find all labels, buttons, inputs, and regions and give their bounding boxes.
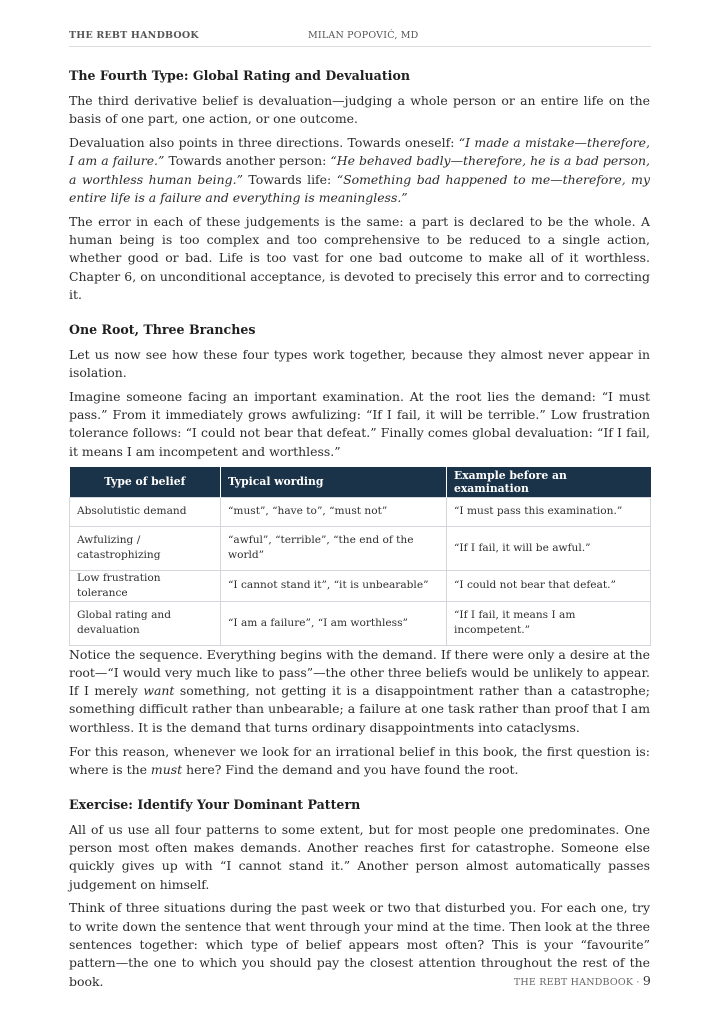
page-footer xyxy=(514,973,651,988)
paragraph: Imagine someone facing an important examination. At the root lies the demand: “I must pass.” From it immediately grows awfulizing: “If I fail, it will be terrible.” Low frustration tolerance follows: “I could not bear that defeat.” Finally comes global devaluation: “If I fail, it means I am incompetent and worthless.” xyxy=(69,388,650,459)
quote-other: “He behaved badly—therefore, he is a bad person, a worthless human being.” xyxy=(69,153,651,187)
text-run: For this reason, whenever we look for an irrational belief in this book, the first question is: where is the xyxy=(69,743,650,777)
table-row xyxy=(70,526,651,570)
table-cell: “I cannot stand it”, “it is unbearable” xyxy=(221,570,447,601)
paragraph xyxy=(69,134,650,207)
paragraph: Let us now see how these four types work together, because they almost never appear in isolation. xyxy=(69,346,650,381)
text-run: Towards life: xyxy=(242,171,337,187)
table-cell: “awful”, “terrible”, “the end of the world” xyxy=(221,526,447,570)
section-heading-one-root: One Root, Three Branches xyxy=(69,321,256,337)
emphasis-want: want xyxy=(143,683,175,699)
table-header-cell: Typical wording xyxy=(221,467,447,498)
quote-life: “Something bad happened to me—therefore, my entire life is a failure and everything is meaningless.” xyxy=(69,171,650,205)
header-book-title: THE REBT HANDBOOK xyxy=(69,30,199,41)
table-cell: Global rating and devaluation xyxy=(70,601,221,645)
header-author: MILAN POPOVIĆ, MD xyxy=(308,30,419,41)
paragraph: The error in each of these judgements is the same: a part is declared to be the whole. A human being is too complex and too comprehensive to be reduced to a single action, whether good or bad. Life is too vast for one bad outcome to make all of it worthless. Chapter 6, on unconditional acceptance, is devoted to precisely this error and to correcting it. xyxy=(69,213,650,302)
text-run: Towards another person: xyxy=(164,153,331,169)
table-cell: Low frustration tolerance xyxy=(70,570,221,601)
table-row xyxy=(70,570,651,601)
footer-label: THE REBT HANDBOOK · xyxy=(513,977,643,988)
page-body xyxy=(69,66,650,996)
table-cell: “I am a failure”, “I am worthless” xyxy=(221,601,447,645)
table-cell: “I must pass this examination.” xyxy=(447,497,651,526)
table-cell: Awfulizing / catastrophizing xyxy=(70,526,221,570)
text-run: something, not getting it is a disappointment rather than a catastrophe; something difficult rather than unbearable; a failure at one task rather than proof that I am worthless. It is the demand that turns ordinary disappointments into cataclysms. xyxy=(69,683,650,735)
table-cell: “must”, “have to”, “must not” xyxy=(221,497,447,526)
table-row xyxy=(70,497,651,526)
page-number: 9 xyxy=(642,973,651,988)
section-heading-global-rating: The Fourth Type: Global Rating and Devaluation xyxy=(69,68,410,83)
table-cell: “If I fail, it means I am incompetent.” xyxy=(447,601,651,645)
table-cell: “I could not bear that defeat.” xyxy=(447,570,651,601)
running-header xyxy=(69,30,651,47)
paragraph: All of us use all four patterns to some extent, but for most people one predominates. One person most often makes demands. Another reaches first for catastrophe. Someone else quickly gives up with “I cannot stand it.” Another person almost automatically passes judgement on himself. xyxy=(69,821,650,892)
table-cell: “If I fail, it will be awful.” xyxy=(447,526,651,570)
quote-self: “I made a mistake—therefore, I am a failure.” xyxy=(69,135,650,169)
paragraph xyxy=(69,646,650,737)
paragraph: The third derivative belief is devaluation—judging a whole person or an entire life on the basis of one part, one action, or one outcome. xyxy=(69,93,650,127)
text-run: here? Find the demand and you have found the root. xyxy=(182,761,519,777)
paragraph: Think of three situations during the past week or two that disturbed you. For each one, try to write down the sentence that went through your mind at the time. Then look at the three sentences together: which type of belief appears most often? This is your “favourite” pattern—the one to which you should pay the closest attention throughout the rest of the book. xyxy=(69,900,650,989)
belief-types-table xyxy=(69,467,651,646)
text-run: Devaluation also points in three directions. Towards oneself: xyxy=(69,135,459,151)
table-header-cell: Type of belief xyxy=(70,467,221,498)
table-row xyxy=(70,601,651,645)
section-heading-exercise: Exercise: Identify Your Dominant Pattern xyxy=(69,796,361,812)
paragraph xyxy=(69,743,650,780)
text-run: Notice the sequence. Everything begins with the demand. If there were only a desire at the root—“I would very much like to pass”—the other three beliefs would be unlikely to appear. If I merely xyxy=(69,646,650,699)
table-cell: Absolutistic demand xyxy=(70,497,221,526)
emphasis-must: must xyxy=(150,761,183,777)
table-header-cell: Example before an examination xyxy=(447,467,651,498)
table-header-row xyxy=(70,467,651,498)
